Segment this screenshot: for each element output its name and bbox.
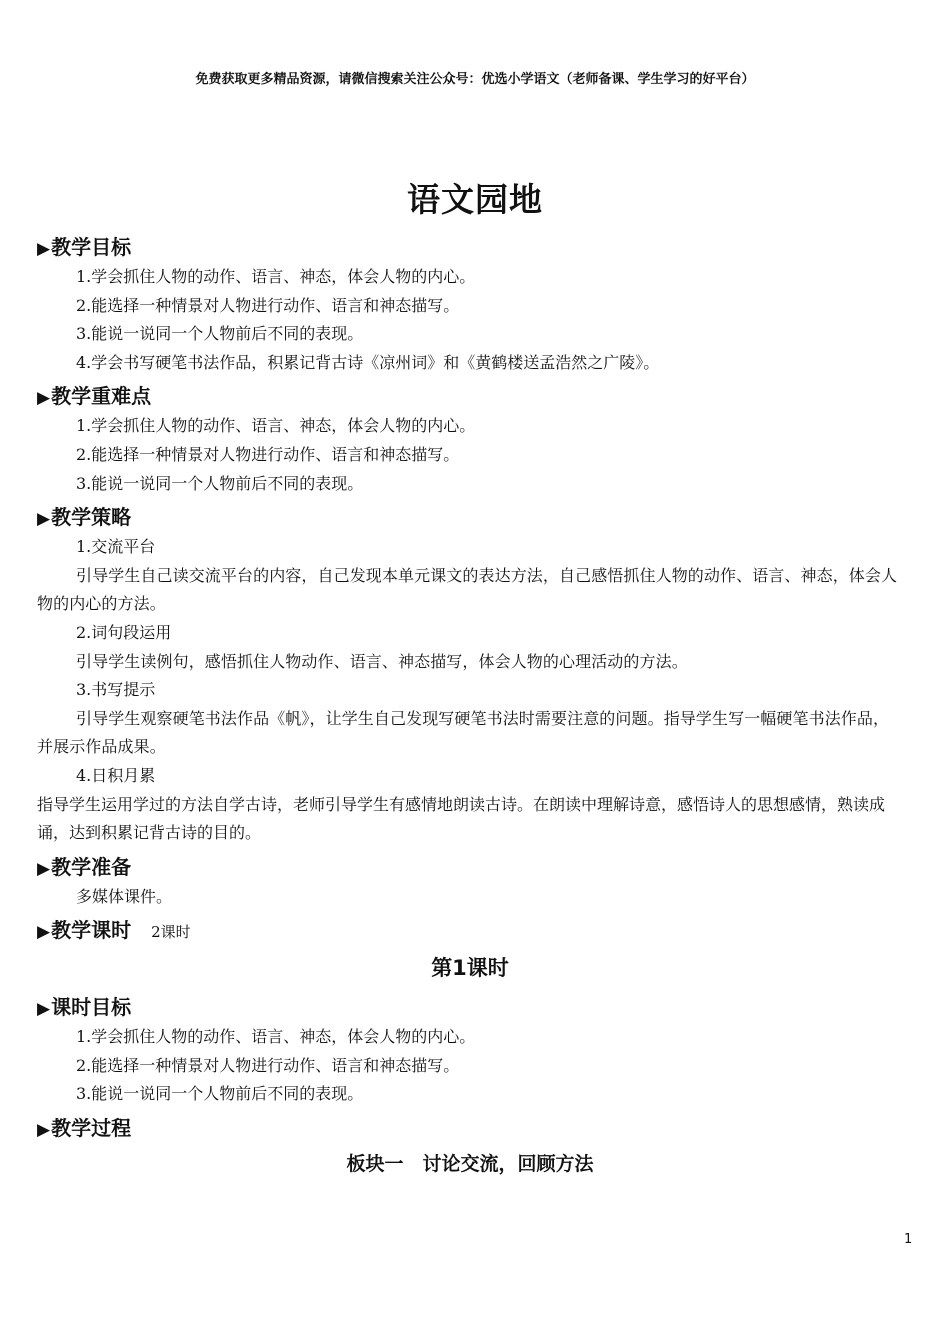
triangle-bullet-icon: ▶ [37,1120,51,1141]
list-item: 3.能说一说同一个人物前后不同的表现。 [76,473,364,493]
strategy-subtitle: 1.交流平台 [76,537,156,557]
list-item: 1.学会抓住人物的动作、语言、神态，体会人物的内心。 [76,1027,476,1047]
heading-text: 教学课时 [51,918,132,943]
heading-text: 教学策略 [51,505,132,530]
page-title: 语文园地 [407,180,543,219]
list-item: 2.能选择一种情景对人物进行动作、语言和神态描写。 [76,444,460,464]
heading-text: 教学目标 [51,235,132,259]
heading-preparation [37,851,903,883]
heading-text: 教学重难点 [51,384,152,409]
heading-text: 课时目标 [51,995,132,1020]
heading-text: 教学过程 [51,1116,132,1141]
strategy-paragraph: 引导学生自己读交流平台的内容，自己发现本单元课文的表达方法，自己感悟抓住人物的动作、语言、神态，体会人物的内心的方法。 [37,565,898,614]
strategy-subtitle: 2.词句段运用 [76,622,172,642]
triangle-bullet-icon: ▶ [37,922,51,943]
document-body [37,228,903,1182]
list-item: 3.能说一说同一个人物前后不同的表现。 [76,1084,364,1104]
heading-class-hours [37,914,903,946]
strategy-paragraph: 引导学生读例句，感悟抓住人物动作、语言、神态描写，体会人物的心理活动的方法。 [76,651,688,671]
triangle-bullet-icon: ▶ [37,239,51,259]
heading-text: 教学准备 [51,854,132,879]
list-item: 1.学会抓住人物的动作、语言、神态，体会人物的内心。 [76,416,476,436]
heading-teaching-process [37,1112,903,1144]
triangle-bullet-icon: ▶ [37,388,51,409]
lesson-title: 第1课时 [431,956,509,981]
promo-banner: 免费获取更多精品资源，请微信搜索关注公众号：优选小学语文（老师备课、学生学习的好平台） [195,72,755,87]
list-item: 2.能选择一种情景对人物进行动作、语言和神态描写。 [76,1055,460,1075]
triangle-bullet-icon: ▶ [37,509,51,530]
block-title: 板块一 讨论交流，回顾方法 [346,1153,594,1176]
page-number: 1 [904,1232,913,1247]
list-item: 2.能选择一种情景对人物进行动作、语言和神态描写。 [76,295,460,315]
heading-lesson-goals [37,991,903,1023]
class-hours-value: 2课时 [151,923,191,942]
heading-strategy [37,501,903,533]
preparation-text: 多媒体课件。 [76,886,173,906]
heading-key-points [37,380,903,412]
strategy-subtitle: 3.书写提示 [76,680,156,700]
strategy-subtitle: 4.日积月累 [76,765,156,785]
list-item: 1.学会抓住人物的动作、语言、神态，体会人物的内心。 [76,267,476,286]
triangle-bullet-icon: ▶ [37,999,51,1020]
list-item: 4.学会书写硬笔书法作品，积累记背古诗《凉州词》和《黄鹤楼送孟浩然之广陵》。 [76,352,660,372]
list-item: 3.能说一说同一个人物前后不同的表现。 [76,324,364,344]
strategy-paragraph: 引导学生观察硬笔书法作品《帆》，让学生自己发现写硬笔书法时需要注意的问题。指导学生写一幅硬笔书法作品，并展示作品成果。 [37,708,890,757]
heading-teaching-goals [37,231,903,263]
strategy-paragraph: 指导学生运用学过的方法自学古诗，老师引导学生有感情地朗读古诗。在朗读中理解诗意，感悟诗人的思想感情，熟读成诵，达到积累记背古诗的目的。 [37,794,886,843]
triangle-bullet-icon: ▶ [37,858,51,879]
